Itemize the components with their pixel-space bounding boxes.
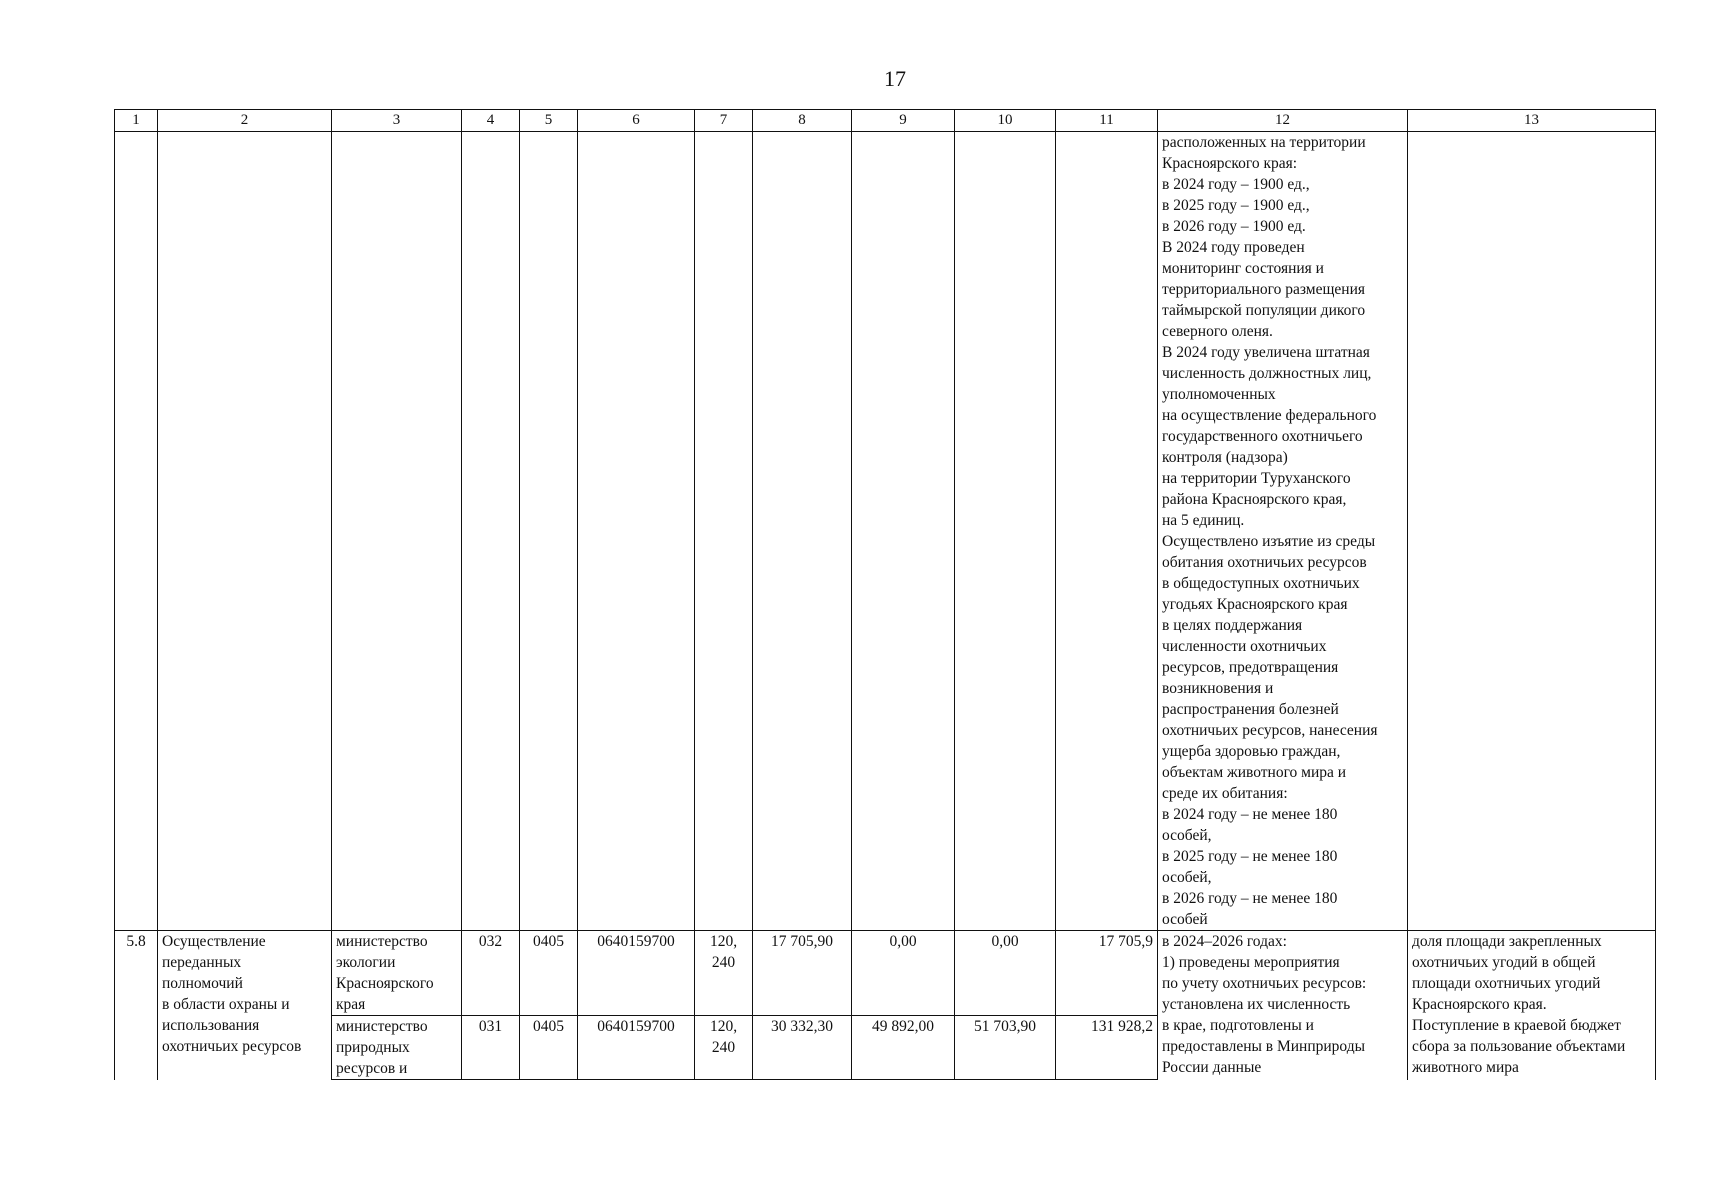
header-cell: 12 [1158,110,1408,132]
result-text-line: В 2024 году проведен [1162,239,1305,256]
page-number: 17 [884,66,906,91]
amount-2025-cell: 49 892,00 [852,1016,955,1080]
amount-2026-cell: 0,00 [955,931,1056,1016]
result-text-line: государственного охотничьего [1162,428,1363,445]
header-cell: 3 [332,110,462,132]
result-text-line: района Красноярского края, [1162,491,1347,508]
result-text-line: в 2024 году – 1900 ед., [1162,176,1310,193]
result-text-line: таймырской популяции дикого [1162,302,1366,319]
result-text-line: особей [1162,911,1208,928]
grbs-cell: 032 [462,931,520,1016]
amount-2024-cell: 30 332,30 [753,1016,852,1080]
rzpr-cell: 0405 [520,931,578,1016]
result-text-line: численности охотничьих [1162,638,1327,655]
vr-cell: 120, 240 [695,1016,753,1080]
result-text-line: Осуществлено изъятие из среды [1162,533,1376,550]
header-cell: 9 [852,110,955,132]
result-text-line: среде их обитания: [1162,785,1288,802]
table-row-5-8-a [115,931,1656,1016]
header-cell: 2 [158,110,332,132]
vr-cell: 120, 240 [695,931,753,1016]
amount-total-cell: 131 928,2 [1056,1016,1158,1080]
result-text-line: В 2024 году увеличена штатная [1162,344,1370,361]
program-table [114,109,1656,1080]
header-cell: 11 [1056,110,1158,132]
result-text-line: контроля (надзора) [1162,449,1288,466]
amount-2025-cell: 0,00 [852,931,955,1016]
event-name-cell: Осуществление переданных полномочий в области охраны и использования охотничьих ресурсов [158,931,332,1080]
result-text-line: особей, [1162,869,1212,886]
header-cell: 10 [955,110,1056,132]
indicator-cell: доля площади закрепленных охотничьих угодий в общей площади охотничьих угодий Красноярского края. Поступление в краевой бюджет сбора за пользование объектами животного мира [1408,931,1656,1080]
result-text-line: в целях поддержания [1162,617,1303,634]
header-cell: 1 [115,110,158,132]
continuation-row [115,132,1656,931]
result-text-line: в 2026 году – не менее 180 [1162,890,1338,907]
amount-total-cell: 17 705,9 [1056,931,1158,1016]
result-text-line: возникновения и [1162,680,1274,697]
result-text-line: территориального размещения [1162,281,1366,298]
result-text-line: обитания охотничьих ресурсов [1162,554,1367,571]
header-cell: 5 [520,110,578,132]
result-text-line: на территории Туруханского [1162,470,1351,487]
csr-cell: 0640159700 [578,931,695,1016]
result-text-line: объектам животного мира и [1162,764,1347,781]
result-text-line: расположенных на территории [1162,134,1366,151]
result-text-line: северного оленя. [1162,323,1273,340]
grbs-cell: 031 [462,1016,520,1080]
row-number: 5.8 [115,931,158,1080]
result-text-line: в 2026 году – 1900 ед. [1162,218,1306,235]
header-row [115,110,1656,132]
header-cell: 13 [1408,110,1656,132]
result-text-line: на осуществление федерального [1162,407,1377,424]
result-text-line: Красноярского края: [1162,155,1298,172]
header-cell: 7 [695,110,753,132]
result-text-line: в 2025 году – не менее 180 [1162,848,1338,865]
continuation-result-cell [1158,132,1408,931]
result-text-line: охотничьих ресурсов, нанесения [1162,722,1378,739]
result-text-line: особей, [1162,827,1212,844]
amount-2026-cell: 51 703,90 [955,1016,1056,1080]
result-text-line: в общедоступных охотничьих [1162,575,1360,592]
csr-cell: 0640159700 [578,1016,695,1080]
result-text-line: мониторинг состояния и [1162,260,1324,277]
result-text-line: угодьях Красноярского края [1162,596,1348,613]
executor-cell: министерство экологии Красноярского края [332,931,462,1016]
result-text-line: в 2025 году – 1900 ед., [1162,197,1310,214]
result-text-line: численность должностных лиц, [1162,365,1372,382]
header-cell: 8 [753,110,852,132]
expected-result-cell: в 2024–2026 годах: 1) проведены мероприятия по учету охотничьих ресурсов: установлена их численность в крае, подготовлены и предоставлены в Минприроды России данные [1158,931,1408,1080]
result-text-line: уполномоченных [1162,386,1276,403]
executor-cell: министерство природных ресурсов и [332,1016,462,1080]
result-text-line: ресурсов, предотвращения [1162,659,1339,676]
amount-2024-cell: 17 705,90 [753,931,852,1016]
result-text-line: ущерба здоровью граждан, [1162,743,1341,760]
result-text-line: на 5 единиц. [1162,512,1245,529]
header-cell: 6 [578,110,695,132]
result-text-line: распространения болезней [1162,701,1339,718]
result-text-line: в 2024 году – не менее 180 [1162,806,1338,823]
rzpr-cell: 0405 [520,1016,578,1080]
header-cell: 4 [462,110,520,132]
